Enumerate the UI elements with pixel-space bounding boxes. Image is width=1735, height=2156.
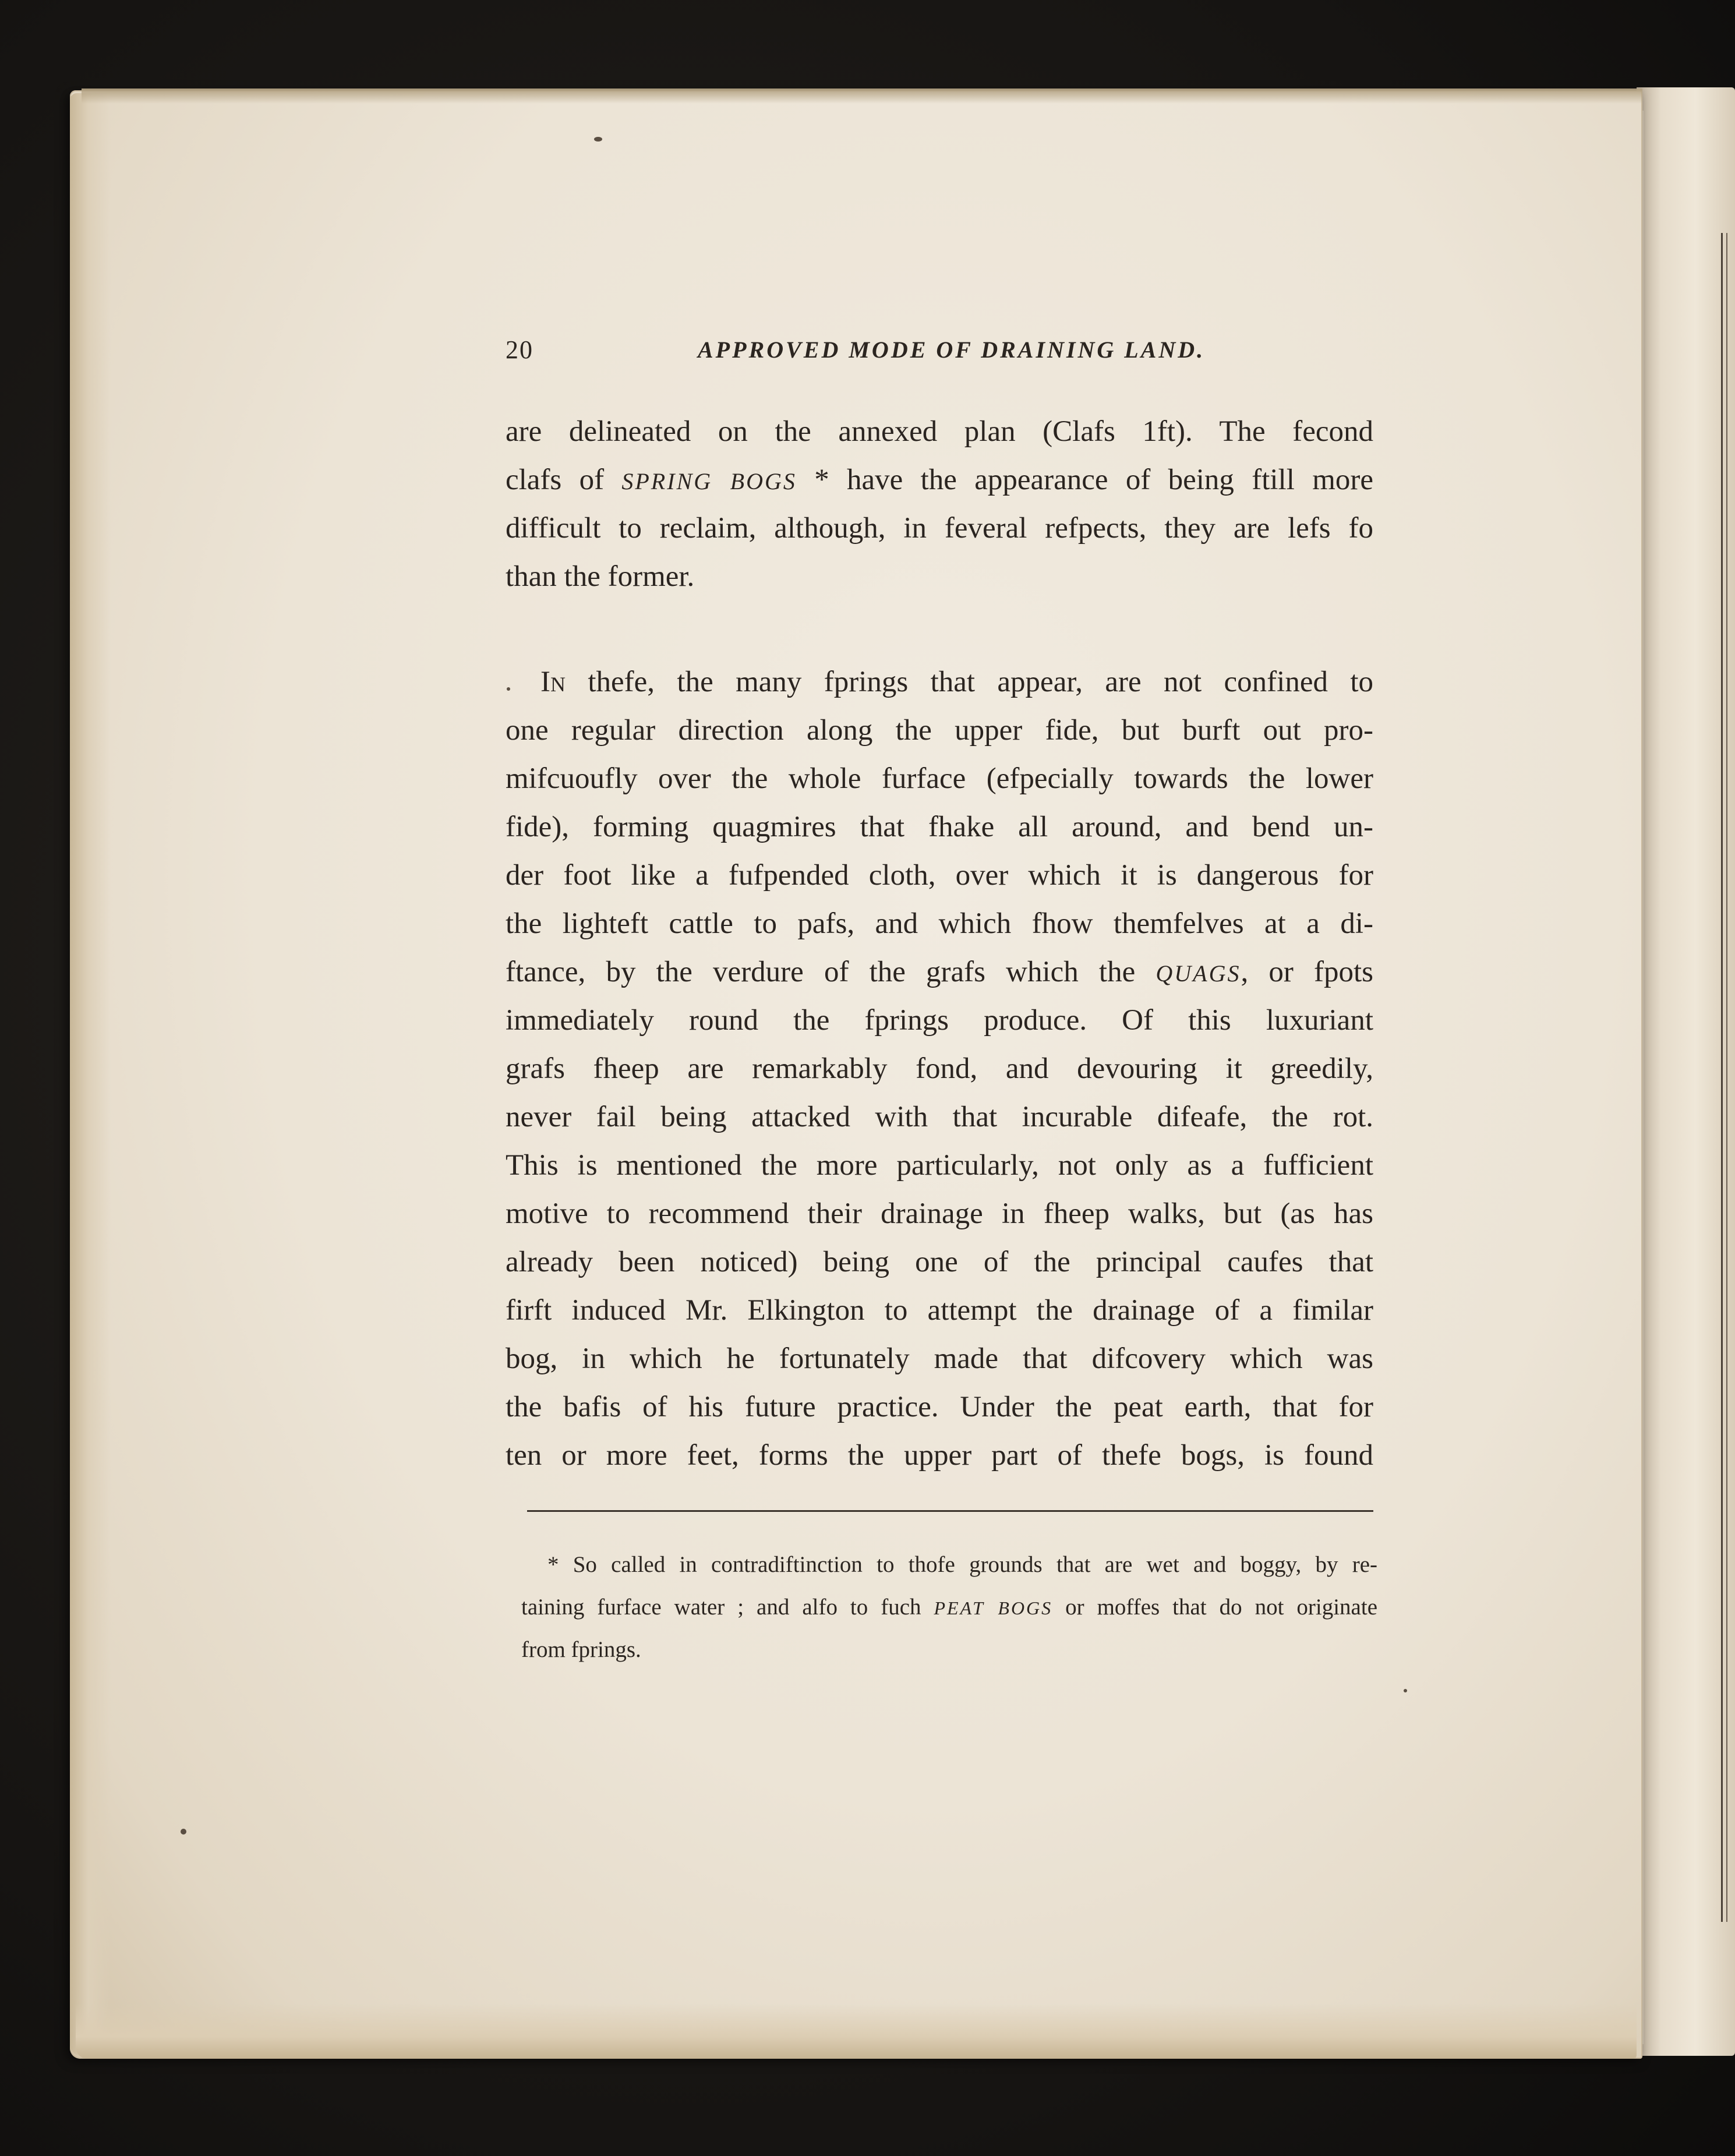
paragraph-2 — [506, 658, 1373, 1480]
peat-bogs-term: PEAT BOGS — [934, 1597, 1053, 1618]
text-line: one regular direction along the upper fide, but burft out pro- — [506, 714, 1373, 747]
text-line: never fail being attacked with that incurable difeafe, the rot. — [506, 1101, 1373, 1133]
dropcap-word: In — [540, 666, 566, 698]
text-span: taining furface water ; and alfo to fuch — [521, 1595, 934, 1620]
paragraph-1 — [506, 408, 1373, 601]
paper-speck — [507, 687, 510, 691]
text-line: firft induced Mr. Elkington to attempt the drainage of a fimilar — [506, 1294, 1373, 1327]
text-line: mifcuoufly over the whole furface (efpecially towards the lower — [506, 762, 1373, 795]
text-span: or moffes that do not originate — [1052, 1595, 1378, 1620]
text-line: already been noticed) being one of the principal caufes that — [506, 1246, 1373, 1278]
text-line: motive to recommend their drainage in fheep walks, but (as has — [506, 1197, 1373, 1230]
text-span: , or fpots — [1241, 956, 1374, 988]
text-line — [506, 456, 1373, 504]
footnote-line: * So called in contradiftinction to thofe grounds that are wet and boggy, by re- — [547, 1552, 1377, 1577]
text-line — [506, 658, 1373, 706]
footnote — [521, 1543, 1377, 1671]
text-line: grafs fheep are remarkably fond, and devouring it greedily, — [506, 1052, 1373, 1085]
page-number: 20 — [506, 335, 533, 364]
text-line: the lighteft cattle to pafs, and which fhow themfelves at a di- — [506, 907, 1373, 940]
paper-speck — [181, 1829, 186, 1835]
paper-speck — [1404, 1689, 1407, 1692]
footnote-line: from fprings. — [521, 1637, 641, 1662]
text-line: fide), forming quagmires that fhake all around, and bend un- — [506, 811, 1373, 843]
text-line: ten or more feet, forms the upper part of thefe bogs, is found — [506, 1439, 1373, 1472]
page-top-edge — [82, 89, 1642, 104]
facing-page-edge — [1637, 87, 1735, 2056]
footnote-rule — [527, 1510, 1373, 1512]
text-line: than the former. — [506, 560, 695, 593]
text-line — [506, 948, 1373, 996]
running-header — [506, 335, 1379, 370]
text-line: immediately round the fprings produce. Of this luxuriant — [506, 1004, 1373, 1037]
paper-speck — [594, 137, 602, 142]
page-left-edge — [70, 93, 111, 2056]
text-span: * have the appearance of being ftill more — [796, 464, 1373, 496]
text-span: clafs of — [506, 464, 622, 496]
text-line: bog, in which he fortunately made that difcovery which was — [506, 1342, 1373, 1375]
quags-term: QUAGS — [1156, 960, 1241, 987]
page-bottom-edge — [76, 2003, 1637, 2059]
text-line: der foot like a fufpended cloth, over which it is dangerous for — [506, 859, 1373, 892]
text-line: are delineated on the annexed plan (Clafs 1ft). The fecond — [506, 415, 1373, 448]
text-span: ftance, by the verdure of the grafs which the — [506, 956, 1136, 988]
text-span: thefe, the many fprings that appear, are not confined to — [588, 666, 1374, 698]
text-line: difficult to reclaim, although, in feveral refpects, they are lefs fo — [506, 512, 1373, 545]
text-line: the bafis of his future practice. Under the peat earth, that for — [506, 1391, 1373, 1423]
text-line: This is mentioned the more particularly, not only as a fufficient — [506, 1149, 1373, 1182]
running-title: APPROVED MODE OF DRAINING LAND. — [698, 337, 1206, 363]
facing-page-border — [1721, 233, 1727, 1922]
spring-bogs-term: SPRING BOGS — [621, 468, 797, 494]
footnote-line — [521, 1586, 1377, 1628]
